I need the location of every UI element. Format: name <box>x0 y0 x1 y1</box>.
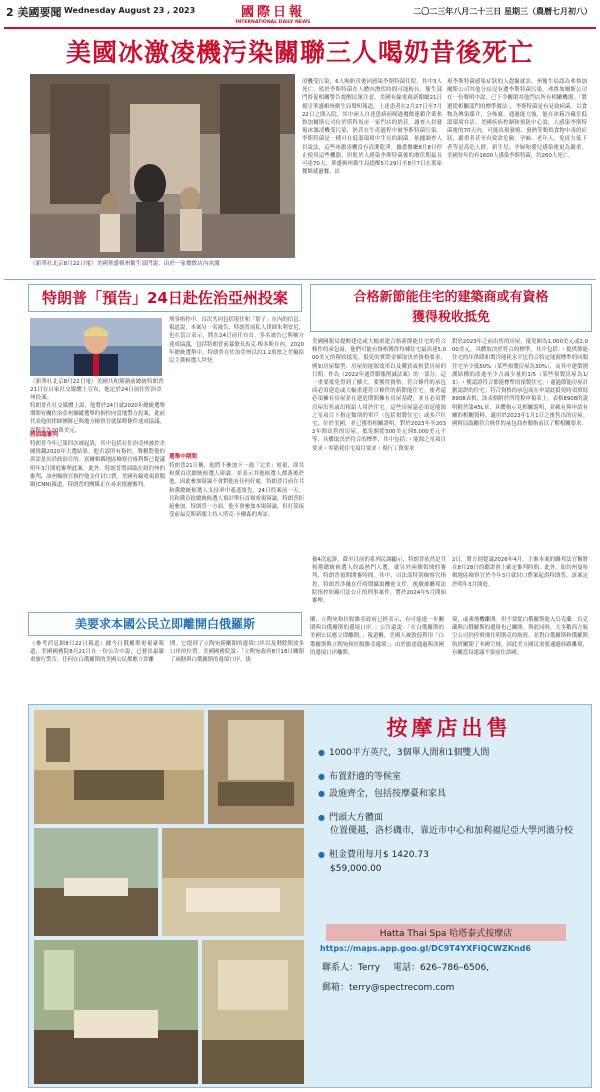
ad-item <box>318 787 588 801</box>
tax-headline-box <box>310 284 592 332</box>
trump-column-1: 特朗普在社交媒體上說，他將於24日就2020年總統選舉期間有關佐治亞州操縱選舉的指控向當地警方投案，此前代表他的律師團隊已與地方檢察官就保釋條件達成協議，保釋金為20萬美元。 <box>30 403 165 434</box>
header-rule <box>4 27 596 29</box>
travel-column-3: 闌、立陶宛和拉脫維亞政府已經表示，有可能進一步關閉與白俄羅斯的邊境口岸。」公告還說：「在白俄羅斯的美國公民應立即離開。」報道稱，美國人被敦促利用「白俄羅斯與立陶宛和拉脫維亞邊境」，由於旅途通過與該國的邊境口岸離開。 <box>310 617 444 656</box>
bullet-icon: ● <box>318 772 325 781</box>
tax-headline-line-1: 合格新節能住宅的建築商或有資格 <box>353 290 549 305</box>
bullet-icon: ● <box>318 850 325 859</box>
tax-column-2: 對於2023年之前出售的房屋，抵免額為1,000美元或2,000美元，具體取決於符合的標準。其中包括：・提供節能住宅的年供暖和製冷能耗水平比符合特定能源標準的同類住宅至少低50%（某些預製房屋為30%），而其中建築圍護結構的改進至少占減少量的1/5（某些預製房屋為1/3）。・獲認證符合節能標準的預製住宅，・通過節能房屋計劃認證的住宅。符合資格的承包商在申請此抵免時須填寫8908表格，該表格附於所得稅申報表上。表格8908的說明附於第45L章，具體指示見相關說明，並載有與申請有關的相關資料。適用於2023年1月1日之後售出的房屋。國稅局鼓勵符合條件的承包商查閱指南以了解相關要求。 <box>452 339 588 428</box>
bullet-icon: ● <box>318 789 325 798</box>
ad-item-price: $59,000.00 <box>330 864 382 874</box>
ad-item-text: 設施齊全，包括按摩臺和家具 <box>328 789 446 799</box>
spa-room-photo-5 <box>34 940 198 1084</box>
ice-cream-shop-photo <box>30 74 295 258</box>
bullet-icon: ● <box>318 748 325 757</box>
travel-headline: 美要求本國公民立即離開白俄羅斯 <box>74 617 255 631</box>
contact-row <box>322 962 592 975</box>
spa-room-photo-1 <box>34 710 204 824</box>
shop-photo-image <box>30 74 295 258</box>
phone-number[interactable]: 626–786–6506, <box>419 963 490 973</box>
logo-english: INTERNATIONAL DAILY NEWS <box>235 20 311 25</box>
spa-room-photo-3 <box>34 828 158 936</box>
spa-room-6-image <box>202 940 304 1084</box>
main-story-column-3: 現李斯特菌感染症狀的人趕緊就診。州衛生局認為弗魯加爾斯公司其他分店沒有遭李斯特菌污染。弗魯加爾斯公司在一份聲明中說，已下令關閉其他門店所有相關機器，「將遵從相關部門的標準做法」。李斯特菌是有見致病菌，以食物為傳染媒介，分佈廣，通過能力強，能在冰箱冷藏室低溫環境存活。美國疾病控制和預防中心說，人感染李斯特菌後的70天內，可能出現發燒、發熱等類似食物中毒的症狀，嚴重者甚至有致命危險。孕婦、老年人、免疫力低下者等是高危人群。新生兒、孕婦和嬰兒感染後更為嚴重。美國每年約有1600人感染李斯特菌，約260人死亡。 <box>447 79 587 159</box>
ad-item <box>318 811 588 838</box>
email-row <box>322 982 592 995</box>
ad-item <box>318 770 588 784</box>
trump-photo <box>30 318 162 376</box>
ad-item-text: 租金費用每月$ 1420.73 <box>328 850 429 860</box>
spa-room-1-image <box>34 710 204 824</box>
tax-headline-line-2: 獲得稅收抵免 <box>411 310 490 325</box>
main-headline: 美國冰激凌機污染關聯三人喝奶昔後死亡 <box>65 38 534 67</box>
trump-column-1b: 特朗普今年已第四次被起訴，其中包括在佐治亞州被控企圖推翻2020年大選結果。他否認所有指控，聲稱對他的訴訟是出於政治目的。富爾頓縣地區檢察官威利斯已提議明年3月開庭審理此案。此外，特朗普將面臨在紐約州的審判，該州檢察官指控他支付封口費。美國有線電視新聞網(CNN)報道，特朗普的團隊正在尋求推遲審判。 <box>30 441 165 489</box>
trump-headline-box <box>28 284 302 312</box>
date-english: Wednesday August 23 , 2023 <box>64 6 196 15</box>
ad-item-text: 布置舒適的等候室 <box>328 772 401 782</box>
section-divider <box>4 279 596 280</box>
shop-name-banner: Hatta Thai Spa 哈塔泰式按摩店 <box>326 924 566 941</box>
ad-item <box>318 848 588 862</box>
ad-item-text: 1000平方英尺，3個單人間和1個雙人間 <box>328 748 490 758</box>
contact-name: 聯系人：Terry <box>322 963 381 973</box>
ad-title: 按摩店出售 <box>386 716 512 740</box>
travel-headline-box <box>28 612 302 636</box>
map-link[interactable]: https://maps.app.goo.gl/DC9T4YXFiQCWZKnd6 <box>320 944 531 953</box>
trump-column-2: 刑事指控中，首次共同包括現任和「影子」在內的信息。報道說，本案另一名被告、特朗普前私人律師朱利安尼，也在當日表示，將在24日前往自首。多名被告已與檢方達成協議，包括特朗普前幕僚長馬克·梅多斯在內。2020年總統選舉中，特朗普在佐治亞州以約1.2萬票之差輸給民主黨候選人拜登。 <box>169 317 304 365</box>
trump-column-2b: 特朗普21日稱，他將不參加下一週「完美」電視，即共和黨首次總統候選人辯論，並表示其他候選人都落後於他，因此參加辯論不會對他有任何好處。特朗普目前在共和黨總統候選人支持率中遙遙領先。24日投案前一天，共和黨首批總統候選人預計舉行首場電視辯論，特朗普拒絕參加。特朗普一方面，他不會參加本場辯論，但打算接受前福克斯新聞主持人塔克·卡爾森的專訪。 <box>169 463 304 519</box>
main-story-column-2: 凌機受污染，6人喝奶昔後因感染李斯特菌住院，其中3人死亡。監於李斯特菌在人體內潛伏時間可能較長，衛生部門督促相關警告提醒民眾注意。美國有線電視新聞網21日援引華盛頓州衛生局聲明報道，上述患者在2月27日至7月22日之間入院，其中兩人自述患病前喝過餐飲連鎖企業弗魯加爾斯公司位於塔科馬市一家門店的奶昔。調查人員發現冰激凌機受污染，奶昔在生產過程中被李斯特菌污染。李斯特菌是一種可在低溫環境中生長的細菌。依據調查人員說法，這些冰激凌機沒有清潔乾淨。據悉餐廳8月8日停止使用這些機器，但監於人感染李斯特菌後的潛伏期最長可達70天，華盛頓州衛生局提醒5月29日至8月7日在那家餐館就過餐、出 <box>302 79 442 176</box>
trump-continued-column-2: 2日，將方則提議2026年4月。主審本案的聯邦法官稱將在8月28日的聽證會上確定審判時間。此外，紐約州曼哈頓地區檢察官於今年3月就封口費案起訴特朗普，該案定於明年3月開庭。 <box>452 557 588 588</box>
trump-subhead-2: 選舉中期間 <box>169 454 197 460</box>
date-chinese: 二〇二三年八月二十三日 星期三（農曆七月初八） <box>413 7 592 16</box>
spa-room-photo-6 <box>202 940 304 1084</box>
travel-column-1: （參考消息網8月22日報道）據今日俄羅斯電視臺報道，美國國務院8月21日在一份公告中說，已發出最嚴重旅行警告，任何在白俄羅斯的美國公民都應立即離 <box>30 641 164 664</box>
logo-chinese: 國際日報 <box>240 5 305 20</box>
bullet-icon: ● <box>318 813 325 822</box>
trump-photo-caption: （新華社北京8月22日電）美國共和黨籍前總統特朗普21日在自家社交媒體上宣布，他定於24日前往佐治亞州投案。 <box>30 379 164 401</box>
email-label: 郵箱： <box>322 983 350 993</box>
spa-room-photo-2 <box>208 710 304 824</box>
trump-headline: 特朗普「預告」24日赴佐治亞州投案 <box>42 289 288 307</box>
spa-room-4-image <box>162 828 304 936</box>
spa-room-3-image <box>34 828 158 936</box>
spa-room-photo-4 <box>162 828 304 936</box>
trump-photo-image <box>30 318 162 376</box>
travel-column-4: 境，或乘飛機離開。但不要從白俄羅斯進入烏克蘭。烏克蘭與白俄羅斯的邊境也已關閉。與此同時，大多數西方航空公司仍停飛飛往明斯克的航班，並對白俄羅斯和俄羅斯航班關閉了本國空域。因此美方國民需要通過陸路離境，有關當局建議不要前往該國。 <box>452 617 588 656</box>
travel-column-2: 開。它提到了立陶宛新關閉的邊境口岸以及剩餘開放多口岸的位置。美國國務院說：「立陶宛政府8月18日關閉了兩個與白俄羅斯的邊境口岸。拔 <box>170 641 304 664</box>
email-address[interactable]: terry@spectrecom.com <box>349 983 455 993</box>
tax-column-1: 美國國稅局提醒建造或大幅重建合格新節能住宅的符合條件的承包商，他們可能有資格獲得每棟住宅最高達5,000美元的稅收抵免。抵免的實際金額取決於資格要求，例如房屋類型、房屋的能源效率以及購買或租賃房屋的日期。作為《2022年通貨膨脹削減法案》的一部分，這一重要抵免得到了擴大。要獲得資格，符合條件的承包商必須建造或大幅重建符合條件的新節能住宅。後者還必須擁有房屋並在建造期間擁有房屋基礎，並且必須將房屋出售或出租給人用於住宅。這些房屋還必須是能源之星項目下指定類別的單戶（包括預製住宅）或多戶住宅，位於美國，並已獲得相關證明。對於2023年至2032年間出售的房屋，抵免額從500美元到5,000美元不等，具體取決於符合的標準，其中包括：・能源之星項目要求・零能耗住宅項目要求・現行工資要求 <box>312 339 446 452</box>
page-section: 2 美國要聞 <box>6 6 62 19</box>
newspaper-logo <box>232 1 314 27</box>
trump-subhead-1: 將面臨審判 <box>30 432 58 438</box>
ad-item <box>318 746 588 760</box>
trump-continued-column-1: 被4次起訴，截至目前的系列民調顯示，特朗普依然是共和黨總統候選人的最熱門人選。就另外兩個領域的審判，特朗普預期開審時間。其中，司法部特別檢察官指控，特朗普涉嫌在任時期竊取機密文件，後續被聯邦法院指控妨礙司法公正的刑事案件，將於2024年5月開始審理。 <box>312 557 446 605</box>
ad-item-text: 門頭大方體面 位置優越，洛杉磯市，靠近市中心和加利福尼亞大學河濱分校 <box>328 813 574 836</box>
spa-room-2-image <box>208 710 304 824</box>
phone-label: 電話： <box>392 963 420 973</box>
main-photo-caption: （新華社北京8月22日電）美國華盛頓州衛生部門說，由於一家餐飲店內冰激 <box>30 261 220 267</box>
spa-room-5-image <box>34 940 198 1084</box>
ad-items <box>318 746 588 876</box>
